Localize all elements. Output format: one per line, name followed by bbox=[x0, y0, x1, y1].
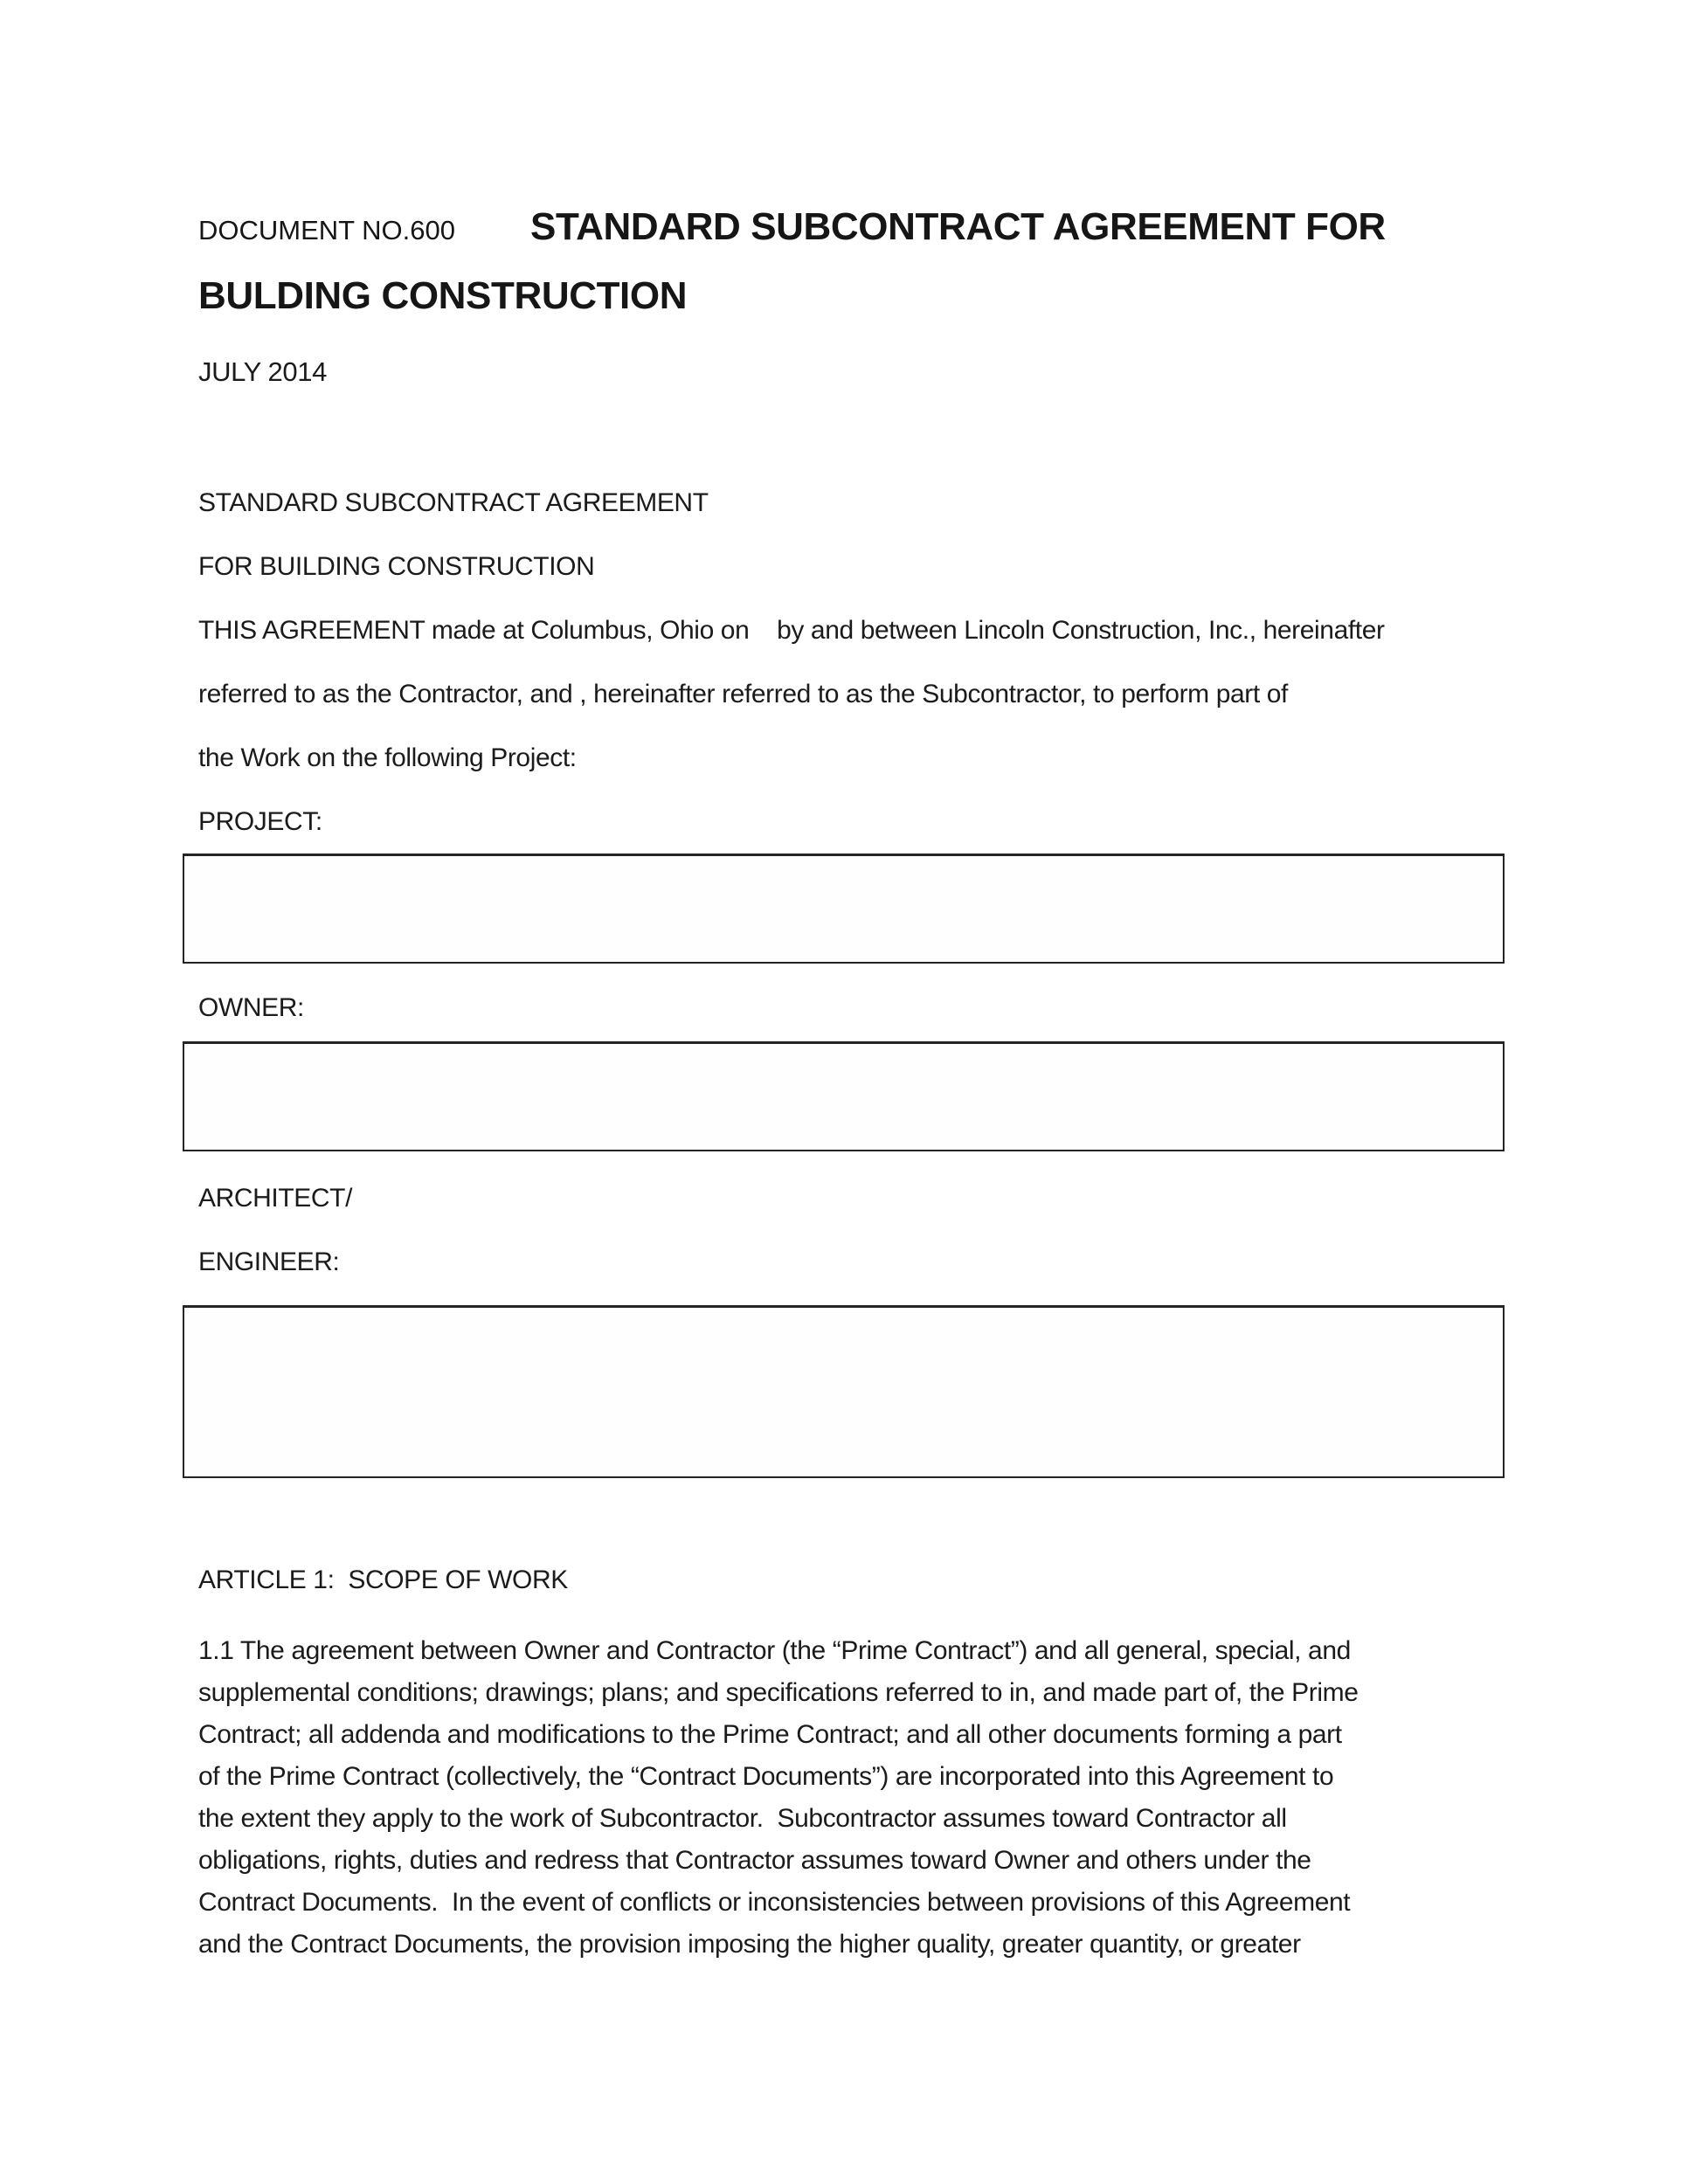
document-date: JULY 2014 bbox=[198, 356, 327, 387]
document-title-bold: STANDARD SUBCONTRACT AGREEMENT FOR bbox=[530, 205, 1386, 248]
owner-input-box[interactable] bbox=[183, 1041, 1505, 1151]
text-line: obligations, rights, duties and redress that Contractor assumes toward Owner and others under the bbox=[198, 1846, 1311, 1875]
text-line: and the Contract Documents, the provision imposing the higher quality, greater quantity, or greater bbox=[198, 1930, 1301, 1959]
intro-paragraph bbox=[198, 471, 1505, 854]
text-line: the Work on the following Project: bbox=[198, 743, 577, 772]
project-input-box[interactable] bbox=[183, 854, 1505, 964]
architect-engineer-input-box[interactable] bbox=[183, 1305, 1505, 1478]
document-title-line2: BULDING CONSTRUCTION bbox=[198, 274, 688, 317]
document-number: DOCUMENT NO.600 bbox=[198, 215, 455, 245]
text-line: PROJECT: bbox=[198, 807, 322, 836]
engineer-label: ENGINEER: bbox=[198, 1248, 340, 1276]
text-line: FOR BUILDING CONSTRUCTION bbox=[198, 552, 595, 581]
owner-label: OWNER: bbox=[198, 993, 304, 1022]
architect-label: ARCHITECT/ bbox=[198, 1184, 353, 1213]
text-line: supplemental conditions; drawings; plans; and specifications referred to in, and made part of, the Prime bbox=[198, 1678, 1359, 1707]
text-line: of the Prime Contract (collectively, the “Contract Documents”) are incorporated into this Agreement to bbox=[198, 1762, 1334, 1791]
text-line: Contract; all addenda and modifications to the Prime Contract; and all other documents forming a part bbox=[198, 1720, 1342, 1749]
document-title-line1 bbox=[198, 194, 1505, 263]
text-line: the extent they apply to the work of Subcontractor. Subcontractor assumes toward Contractor all bbox=[198, 1804, 1287, 1833]
article1-heading: ARTICLE 1: SCOPE OF WORK bbox=[198, 1565, 568, 1594]
text-line: referred to as the Contractor, and , hereinafter referred to as the Subcontractor, to perform part of bbox=[198, 680, 1288, 708]
text-line: STANDARD SUBCONTRACT AGREEMENT bbox=[198, 488, 709, 517]
text-line: Contract Documents. In the event of conflicts or inconsistencies between provisions of this Agreement bbox=[198, 1888, 1351, 1917]
text-line: THIS AGREEMENT made at Columbus, Ohio on by and between Lincoln Construction, Inc., hereinafter bbox=[198, 616, 1385, 645]
article1-body bbox=[198, 1630, 1505, 1966]
text-line: 1.1 The agreement between Owner and Contractor (the “Prime Contract”) and all general, special, and bbox=[198, 1636, 1351, 1665]
